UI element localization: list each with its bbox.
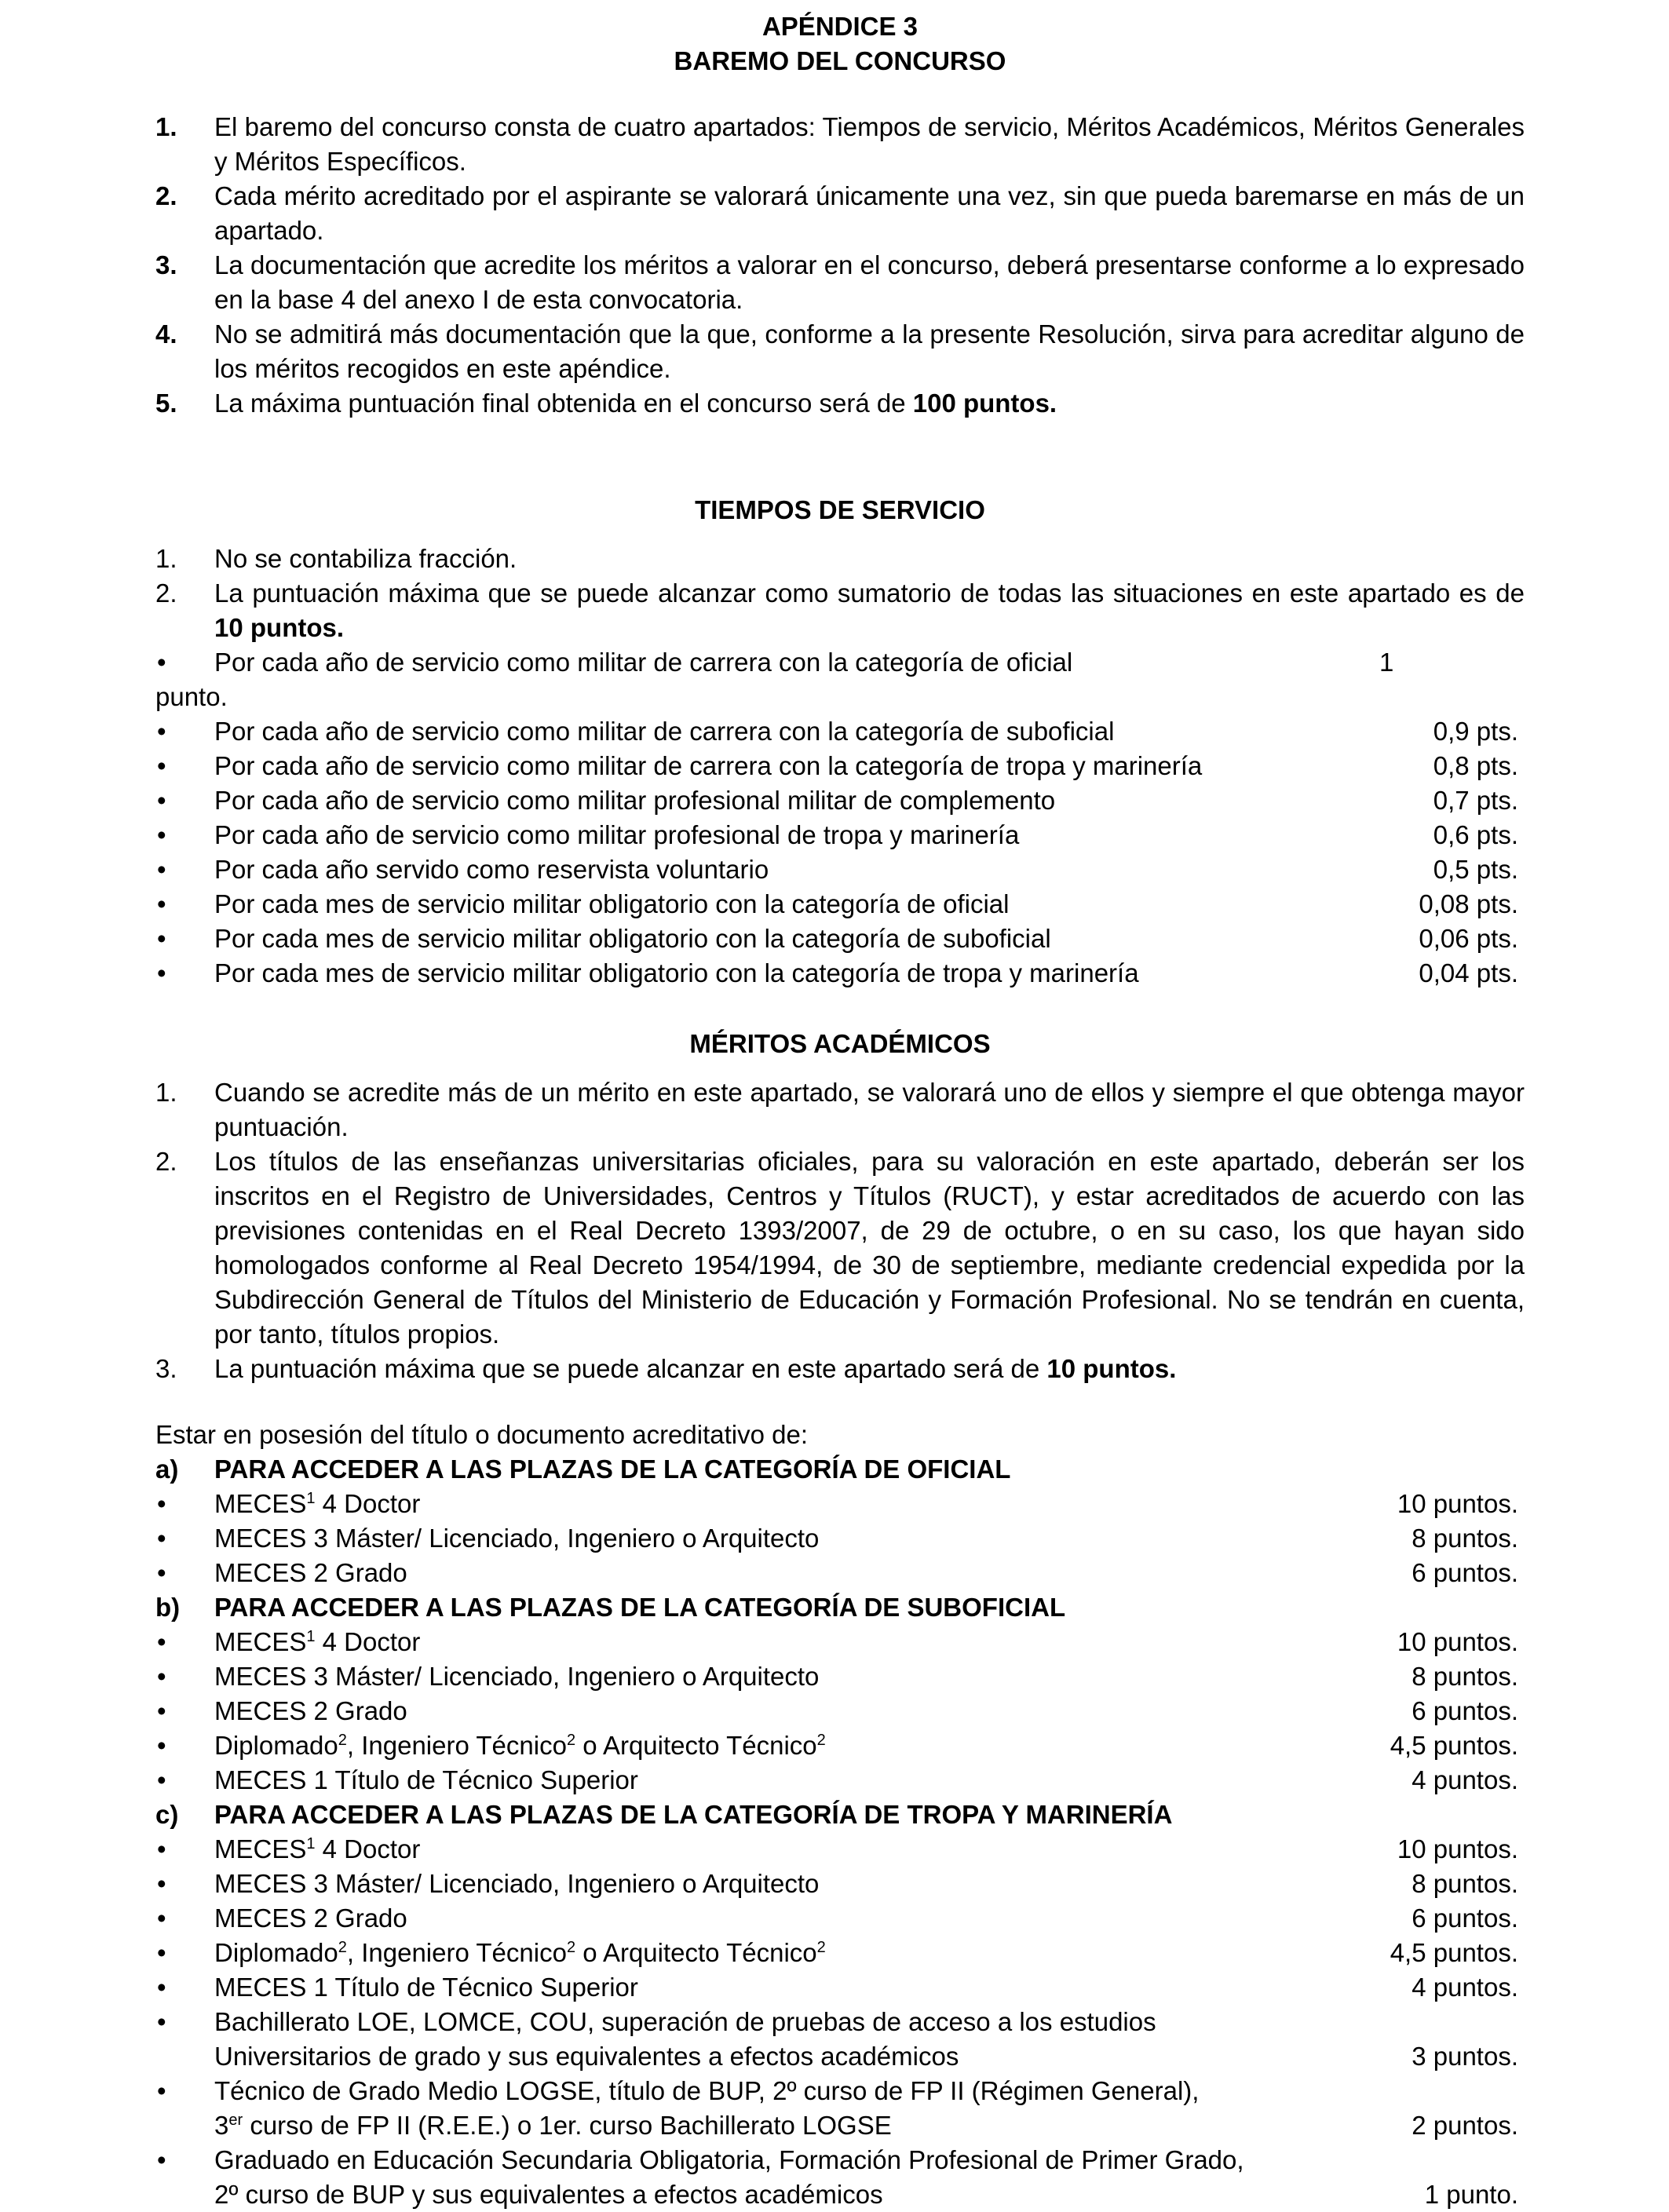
list-item: [155, 1901, 1525, 1936]
superscript: 2: [816, 1939, 826, 1956]
list-item: [155, 749, 1525, 783]
category-heading: [155, 1798, 1525, 1832]
list-item-line: 3er curso de FP II (R.E.E.) o 1er. curso Bachillerato LOGSE: [214, 2111, 892, 2140]
rule-paragraph: 3. La puntuación máxima que se puede alcanzar en este apartado será de 10 puntos.: [155, 1354, 1177, 1383]
list-item: [155, 1970, 1525, 2005]
bullet-icon: •: [157, 1696, 166, 1725]
list-item: [155, 1763, 1525, 1798]
document-page: [155, 9, 1525, 2212]
superscript: 2: [338, 1732, 347, 1749]
list-item-label: [214, 2074, 1412, 2143]
list-item-label: MECES$^1$ 4 Doctor: [214, 1627, 421, 1656]
list-item: [155, 1521, 1525, 1556]
category-letter: c): [155, 1800, 179, 1829]
list-item: [155, 1832, 1525, 1867]
list-item-label: Por cada año de servicio como militar profesional militar de complemento: [214, 786, 1056, 815]
list-item-label: MECES 3 Máster/ Licenciado, Ingeniero o Arquitecto: [214, 1524, 820, 1553]
list-item: [155, 922, 1525, 956]
list-item-line: 2º curso de BUP y sus equivalentes a efectos académicos: [214, 2180, 883, 2209]
list-item-label: MECES 2 Grado: [214, 1558, 407, 1587]
bullet-icon: •: [157, 786, 166, 815]
list-item: [155, 1728, 1525, 1763]
lead-text: Estar en posesión del título o documento acreditativo de:: [155, 1420, 809, 1449]
category-letter: a): [155, 1455, 179, 1484]
list-item-label: Por cada año de servicio como militar de carrera con la categoría de tropa y marinería: [214, 751, 1203, 780]
category-heading: [155, 1452, 1525, 1487]
intro-paragraph: 5. La máxima puntuación final obtenida en el concurso será de 100 puntos.: [155, 389, 1057, 418]
superscript: 2: [816, 1732, 826, 1749]
list-item-line: Universitarios de grado y sus equivalentes a efectos académicos: [214, 2042, 959, 2071]
rule-paragraph: 2. Los títulos de las enseñanzas universitarias oficiales, para su valoración en este apartado, deberán ser los inscritos en el Registro de Universidades, Centros y Títulos (RUCT), y estar acreditados de acuerdo con las previsiones contenidas en el Real Decreto 1393/2007, de 29 de octubre, o en su caso, los que hayan sido homologados conforme al Real Decreto 1954/1994, de 30 de septiembre, mediante credencial expedida por la Subdirección General de Títulos del Ministerio de Educación y Formación Profesional. No se tendrán en cuenta, por tanto, títulos propios.: [155, 1147, 1525, 1349]
rule-paragraph: 2. La puntuación máxima que se puede alcanzar como sumatorio de todas las situaciones en este apartado es de 10 puntos.: [155, 579, 1525, 642]
superscript: 1: [306, 1628, 316, 1645]
list-item-label: [214, 2005, 1412, 2074]
list-item: [155, 714, 1525, 749]
category-title: PARA ACCEDER A LAS PLAZAS DE LA CATEGORÍA DE OFICIAL: [214, 1455, 1011, 1484]
list-item-label: MECES 1 Título de Técnico Superior: [214, 1765, 638, 1794]
category-heading: [155, 1590, 1525, 1625]
section-title-academicos: MÉRITOS ACADÉMICOS: [689, 1029, 991, 1058]
bullet-icon: •: [157, 2145, 166, 2174]
list-item-label: Por cada año servido como reservista voluntario: [214, 855, 769, 884]
list-item-points: 0,7 pts.: [1433, 786, 1518, 815]
bullet-icon: •: [157, 648, 166, 677]
list-item-line: Bachillerato LOE, LOMCE, COU, superación de pruebas de acceso a los estudios: [214, 2007, 1156, 2036]
bullet-icon: •: [157, 958, 166, 987]
list-item: [155, 1556, 1525, 1590]
list-item-points: 0,06 pts.: [1419, 924, 1518, 953]
list-item-label: Por cada mes de servicio militar obligatorio con la categoría de suboficial: [214, 924, 1051, 953]
category-letter: b): [155, 1593, 181, 1622]
bullet-icon: •: [157, 1973, 166, 2002]
list-item: [155, 818, 1525, 852]
appendix-subtitle: BAREMO DEL CONCURSO: [674, 46, 1006, 75]
category-title: PARA ACCEDER A LAS PLAZAS DE LA CATEGORÍA DE SUBOFICIAL: [214, 1593, 1066, 1622]
list-item-points: 0,5 pts.: [1433, 855, 1518, 884]
list-item: [155, 2143, 1525, 2212]
bullet-icon: •: [157, 717, 166, 746]
list-item-label: MECES 3 Máster/ Licenciado, Ingeniero o Arquitecto: [214, 1662, 820, 1691]
list-item-points: 10 puntos.: [1397, 1627, 1518, 1656]
list-item: [155, 1936, 1525, 1970]
superscript: er: [228, 2112, 243, 2129]
list-item-label: MECES 1 Título de Técnico Superior: [214, 1973, 638, 2002]
bullet-icon: •: [157, 1558, 166, 1587]
list-item-points: 8 puntos.: [1412, 1869, 1518, 1898]
list-item-continuation: punto.: [155, 682, 228, 711]
superscript: 1: [306, 1490, 316, 1507]
list-item-label: MECES 2 Grado: [214, 1696, 407, 1725]
list-item-label: Diplomado$^2$, Ingeniero Técnico$^2$ o Arquitecto Técnico$^2$: [214, 1731, 826, 1760]
list-item-points: 1 punto.: [1424, 2180, 1518, 2209]
list-item-points: 8 puntos.: [1412, 1524, 1518, 1553]
list-item: [155, 1694, 1525, 1728]
list-item-line: Graduado en Educación Secundaria Obligatoria, Formación Profesional de Primer Grado,: [214, 2145, 1244, 2174]
list-item-label: MECES 2 Grado: [214, 1904, 407, 1933]
list-item-label: Por cada año de servicio como militar profesional de tropa y marinería: [214, 820, 1020, 849]
rule-paragraph: 1. No se contabiliza fracción.: [155, 544, 517, 573]
superscript: 1: [306, 1835, 316, 1852]
bullet-icon: •: [157, 1489, 166, 1518]
superscript: 2: [338, 1939, 347, 1956]
intro-paragraph: 3. La documentación que acredite los méritos a valorar en el concurso, deberá presentarse conforme a lo expresado en la base 4 del anexo I de esta convocatoria.: [155, 250, 1525, 314]
list-item-label: Por cada año de servicio como militar de carrera con la categoría de suboficial: [214, 717, 1115, 746]
bullet-icon: •: [157, 1869, 166, 1898]
bullet-icon: •: [157, 1938, 166, 1967]
intro-paragraph: 2. Cada mérito acreditado por el aspirante se valorará únicamente una vez, sin que pueda baremarse en más de un apartado.: [155, 181, 1525, 245]
list-item-points: 6 puntos.: [1412, 1558, 1518, 1587]
list-item-points: 0,8 pts.: [1433, 751, 1518, 780]
list-item-label: Por cada mes de servicio militar obligatorio con la categoría de tropa y marinería: [214, 958, 1139, 987]
list-item: [155, 956, 1525, 991]
rule-paragraph: 1. Cuando se acredite más de un mérito en este apartado, se valorará uno de ellos y siempre el que obtenga mayor puntuación.: [155, 1078, 1525, 1141]
bullet-icon: •: [157, 1524, 166, 1553]
list-item-points: 10 puntos.: [1397, 1834, 1518, 1863]
superscript: 2: [566, 1732, 576, 1749]
list-item: • Por cada año de servicio como militar de carrera con la categoría de oficial 1: [155, 645, 1525, 680]
category-title: PARA ACCEDER A LAS PLAZAS DE LA CATEGORÍA DE TROPA Y MARINERÍA: [214, 1800, 1173, 1829]
list-item: [155, 887, 1525, 922]
bullet-icon: •: [157, 1627, 166, 1656]
bullet-icon: •: [157, 1765, 166, 1794]
list-item-label: MECES$^1$ 4 Doctor: [214, 1834, 421, 1863]
list-item-label: Por cada mes de servicio militar obligatorio con la categoría de oficial: [214, 889, 1010, 918]
list-item: [155, 783, 1525, 818]
list-item-points: 3 puntos.: [1412, 2042, 1518, 2071]
list-item-points: 0,08 pts.: [1419, 889, 1518, 918]
bullet-icon: •: [157, 1662, 166, 1691]
list-item: [155, 1487, 1525, 1521]
bullet-icon: •: [157, 2076, 166, 2105]
intro-paragraph: 4. No se admitirá más documentación que la que, conforme a la presente Resolución, sirva para acreditar alguno de los méritos recogidos en este apéndice.: [155, 319, 1525, 383]
list-item-points: 4,5 puntos.: [1390, 1731, 1518, 1760]
list-item-points: 2 puntos.: [1412, 2111, 1518, 2140]
list-item: [155, 1625, 1525, 1659]
list-item: [155, 1867, 1525, 1901]
list-item: [155, 2074, 1525, 2143]
list-item-line: Técnico de Grado Medio LOGSE, título de BUP, 2º curso de FP II (Régimen General),: [214, 2076, 1200, 2105]
list-item-label: MECES$^1$ 4 Doctor: [214, 1489, 421, 1518]
list-item-label: [214, 2143, 1425, 2212]
bullet-icon: •: [157, 855, 166, 884]
list-item-label: Diplomado$^2$, Ingeniero Técnico$^2$ o Arquitecto Técnico$^2$: [214, 1938, 826, 1967]
list-item-points: 0,04 pts.: [1419, 958, 1518, 987]
bullet-icon: •: [157, 2007, 166, 2036]
appendix-title: APÉNDICE 3: [761, 12, 918, 41]
list-item: [155, 1659, 1525, 1694]
list-item: [155, 852, 1525, 887]
list-item-points: 6 puntos.: [1412, 1696, 1518, 1725]
bullet-icon: •: [157, 751, 166, 780]
list-item-points: 4 puntos.: [1412, 1973, 1518, 2002]
list-item-points: 0,6 pts.: [1433, 820, 1518, 849]
bullet-icon: •: [157, 889, 166, 918]
intro-paragraph: 1. El baremo del concurso consta de cuatro apartados: Tiempos de servicio, Méritos Académicos, Méritos Generales y Méritos Específicos.: [155, 112, 1525, 176]
bullet-icon: •: [157, 820, 166, 849]
list-item-points: 4 puntos.: [1412, 1765, 1518, 1794]
bullet-icon: •: [157, 1834, 166, 1863]
section-title-tiempos: TIEMPOS DE SERVICIO: [695, 495, 985, 524]
list-item-points: 0,9 pts.: [1433, 717, 1518, 746]
list-item: [155, 2005, 1525, 2074]
bullet-icon: •: [157, 1731, 166, 1760]
list-item-label: MECES 3 Máster/ Licenciado, Ingeniero o Arquitecto: [214, 1869, 820, 1898]
list-item-points: 6 puntos.: [1412, 1904, 1518, 1933]
list-item-points: 10 puntos.: [1397, 1489, 1518, 1518]
bullet-icon: •: [157, 1904, 166, 1933]
list-item-points: 4,5 puntos.: [1390, 1938, 1518, 1967]
bullet-icon: •: [157, 924, 166, 953]
list-item-points: 8 puntos.: [1412, 1662, 1518, 1691]
superscript: 2: [566, 1939, 576, 1956]
